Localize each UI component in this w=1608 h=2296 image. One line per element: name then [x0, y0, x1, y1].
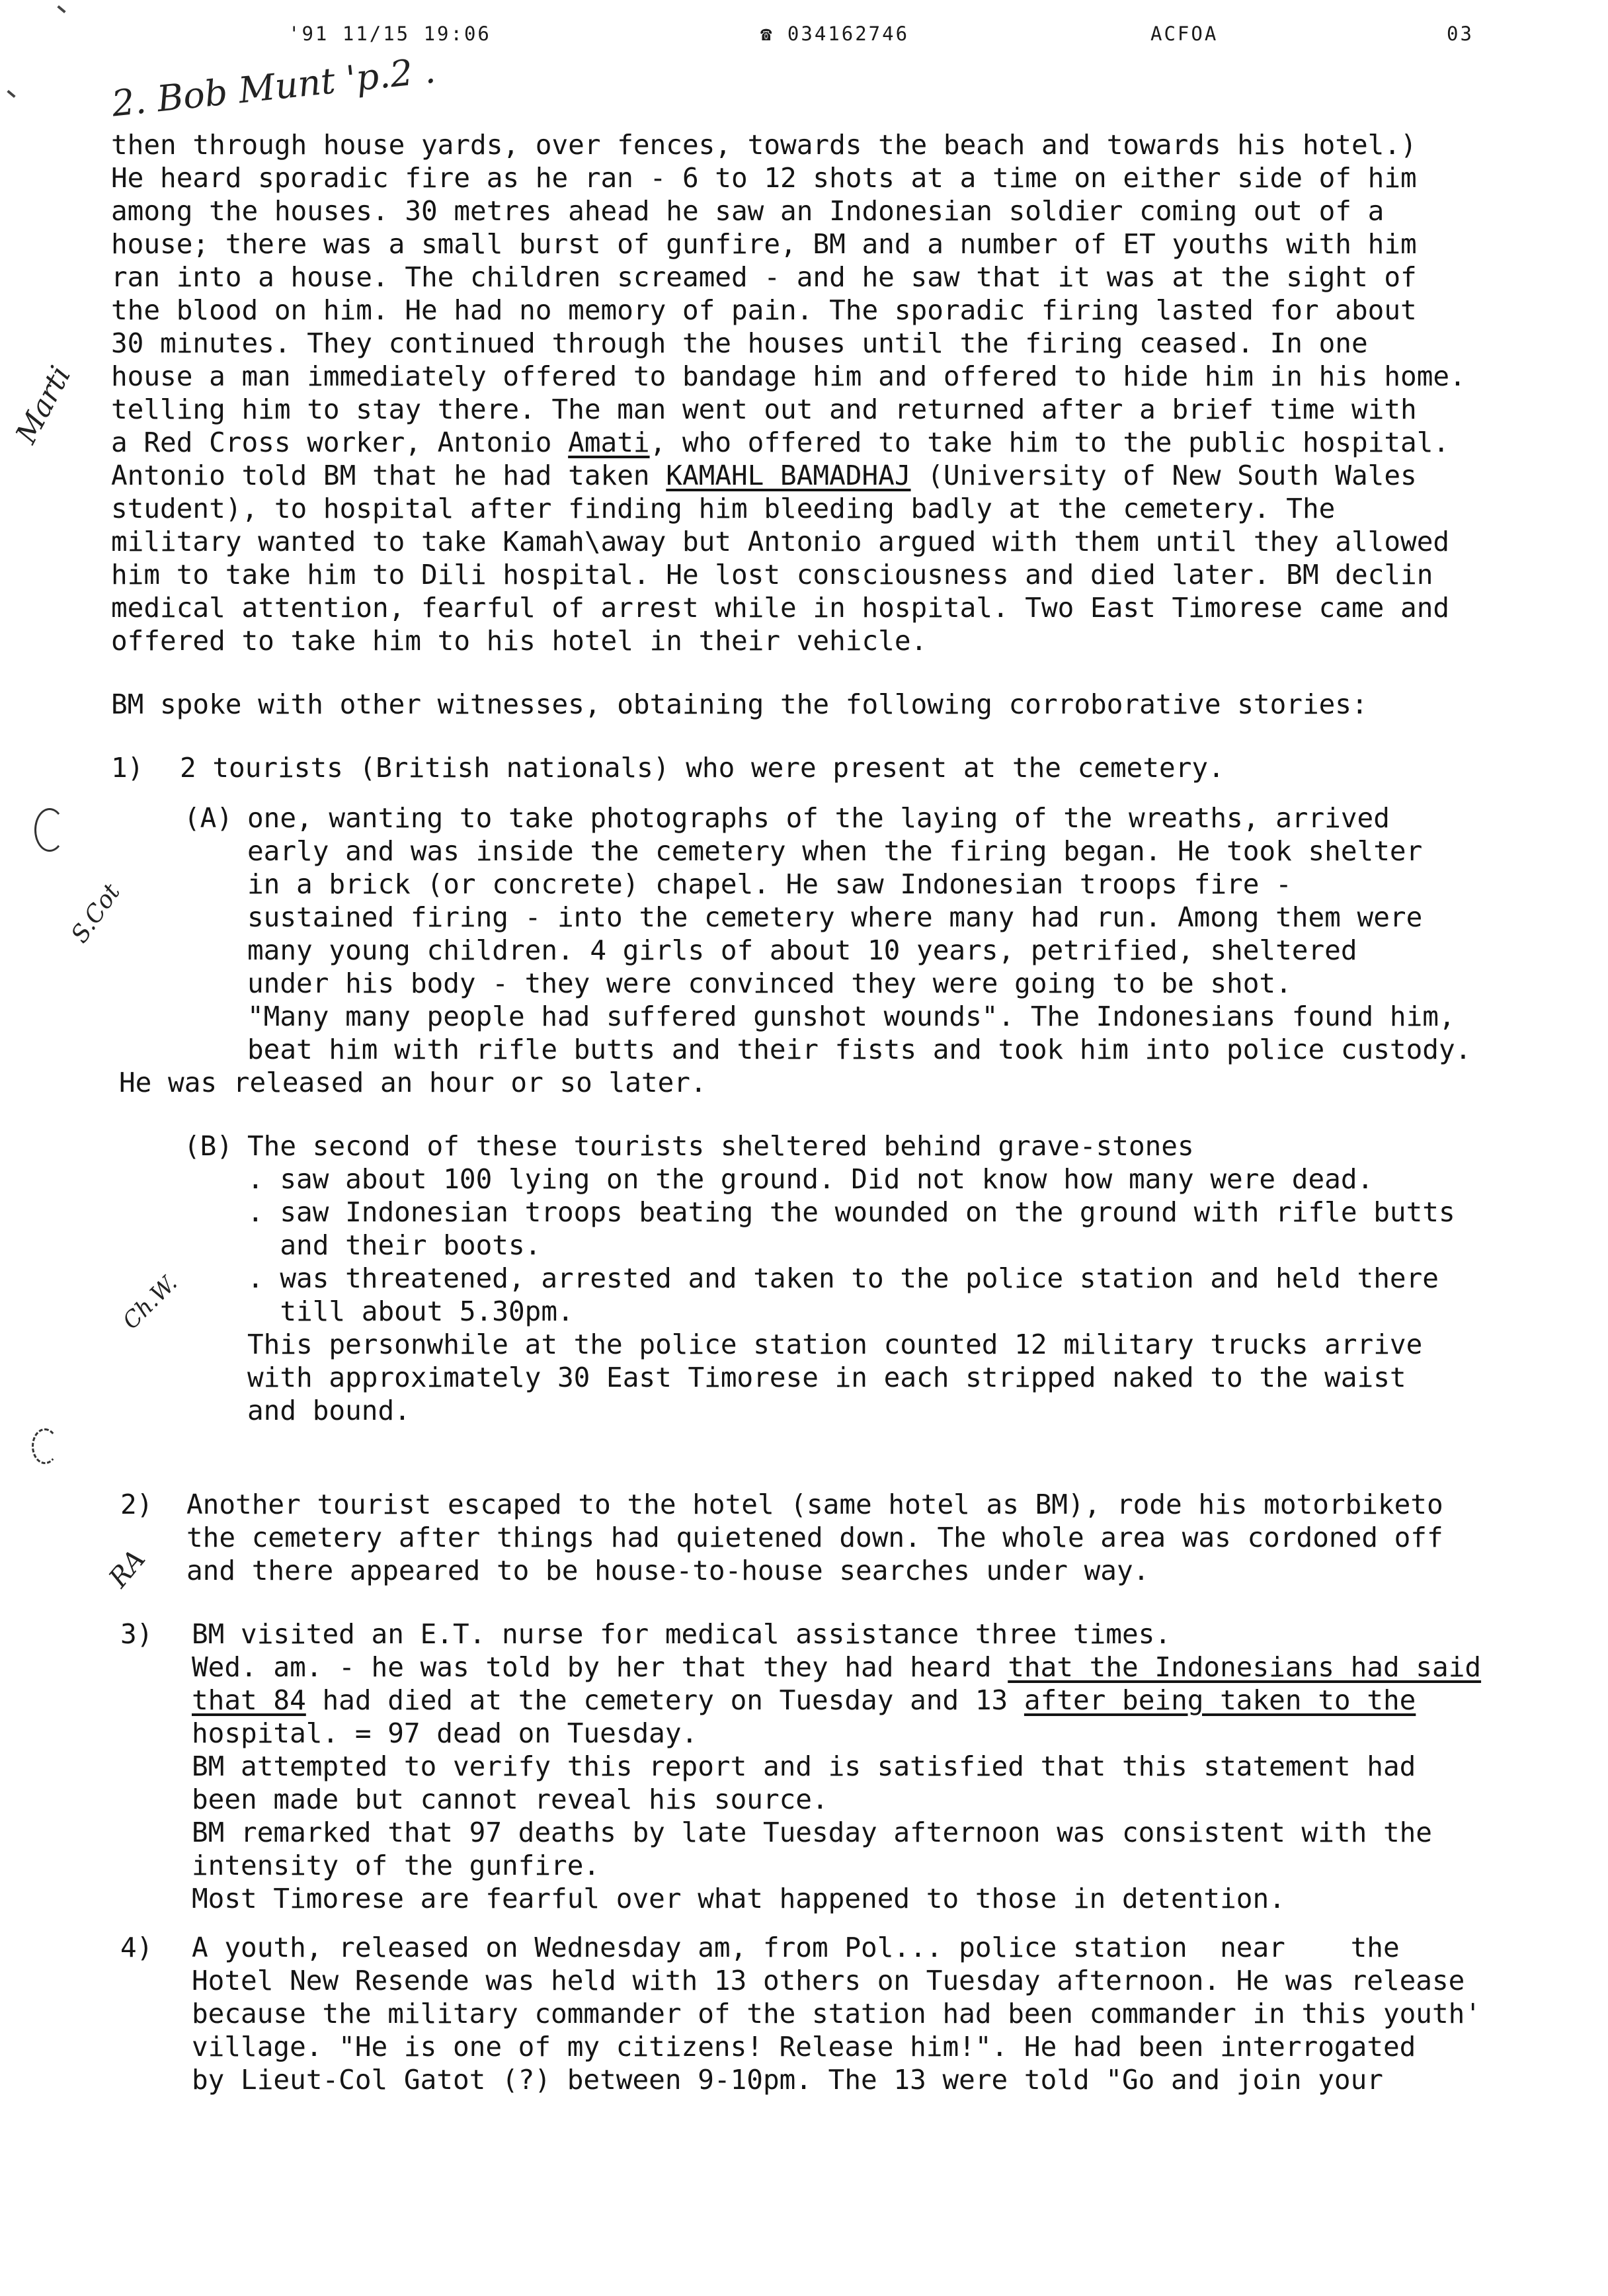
subitem-label: (B)	[184, 1130, 233, 1162]
subitem-label: (A)	[184, 802, 233, 834]
text-line: because the military commander of the station had been commander in this youth'	[192, 1998, 1482, 2030]
margin-bracket-mark	[34, 808, 65, 852]
item-heading: 2 tourists (British nationals) who were present at the cemetery.	[180, 752, 1225, 784]
text-line: student), to hospital after finding him bleeding badly at the cemetery. The	[111, 493, 1336, 524]
text-line: house a man immediately offered to bandage him and offered to hide him in his home.	[111, 360, 1466, 392]
text-line: intensity of the gunfire.	[192, 1850, 600, 1881]
text-line: been made but cannot reveal his source.	[192, 1784, 828, 1815]
text-line: BM visited an E.T. nurse for medical assistance three times.	[192, 1618, 1172, 1650]
underlined-text: that 84	[192, 1684, 306, 1716]
text-line: BM remarked that 97 deaths by late Tuesday afternoon was consistent with the	[192, 1817, 1432, 1848]
text-line: hospital. = 97 dead on Tuesday.	[192, 1717, 698, 1749]
text-line: The second of these tourists sheltered behind grave-stones	[247, 1130, 1194, 1162]
text-line	[192, 1684, 1416, 1717]
text-line: He heard sporadic fire as he ran - 6 to 12 shots at a time on either side of him	[111, 162, 1417, 194]
text-line: This personwhile at the police station counted 12 military trucks arrive	[247, 1329, 1423, 1360]
text-line: one, wanting to take photographs of the laying of the wreaths, arrived	[247, 802, 1390, 834]
text-line: many young children. 4 girls of about 10 years, petrified, sheltered	[247, 934, 1357, 966]
text-line	[111, 426, 1449, 459]
intro-line: BM spoke with other witnesses, obtaining the following corroborative stories:	[111, 688, 1368, 720]
text-line: him to take him to Dili hospital. He lost consciousness and died later. BM declin	[111, 559, 1433, 591]
text-line: village. "He is one of my citizens! Release him!". He had been interrogated	[192, 2031, 1416, 2063]
text-segment: Antonio told BM that he had taken	[111, 460, 666, 491]
text-line	[192, 1651, 1481, 1684]
text-line: Most Timorese are fearful over what happened to those in detention.	[192, 1883, 1285, 1914]
handwritten-margin-note: S.Cot	[66, 879, 126, 948]
bullet-line: . was threatened, arrested and taken to the police station and held there	[247, 1262, 1439, 1294]
underlined-name: KAMAHL BAMADHAJ	[666, 460, 911, 491]
underlined-name: Amati	[568, 427, 650, 458]
bullet-line: and their boots.	[247, 1229, 542, 1261]
text-line	[111, 459, 1417, 492]
text-line: then through house yards, over fences, towards the beach and towards his hotel.)	[111, 129, 1417, 161]
text-line: and bound.	[247, 1395, 411, 1426]
underlined-text: that the Indonesians had said	[1008, 1651, 1482, 1683]
item-number: 4)	[120, 1932, 153, 1963]
scan-mark	[7, 90, 15, 98]
text-line: among the houses. 30 metres ahead he saw an Indonesian soldier coming out of a	[111, 195, 1385, 227]
handwritten-margin-note: Ch.W.	[118, 1270, 182, 1335]
bullet-line: . saw Indonesian troops beating the wounded on the ground with rifle butts	[247, 1196, 1455, 1228]
fax-datetime: '91 11/15 19:06	[288, 22, 491, 45]
fax-header	[0, 22, 1608, 56]
text-segment: , who offered to take him to the public hospital.	[649, 427, 1450, 458]
text-line: Another tourist escaped to the hotel (same hotel as BM), rode his motorbiketo	[186, 1489, 1443, 1520]
item-number: 1)	[111, 752, 144, 784]
scan-mark	[57, 5, 65, 13]
text-line: sustained firing - into the cemetery where many had run. Among them were	[247, 901, 1423, 933]
underlined-text: after being taken to the	[1024, 1684, 1416, 1716]
item-number: 3)	[120, 1618, 153, 1650]
text-line: beat him with rifle butts and their fists and took him into police custody.	[247, 1034, 1472, 1065]
margin-bracket-mark	[32, 1428, 58, 1464]
fax-page-number: 03	[1447, 22, 1474, 45]
text-line: ran into a house. The children screamed - and he saw that it was at the sight of	[111, 261, 1417, 293]
text-line: "Many many people had suffered gunshot wounds". The Indonesians found him,	[247, 1001, 1455, 1032]
text-line: A youth, released on Wednesday am, from Pol... police station near the	[192, 1932, 1400, 1963]
text-line: by Lieut-Col Gatot (?) between 9-10pm. The 13 were told "Go and join your	[192, 2064, 1383, 2096]
text-segment: Wed. am. - he was told by her that they had heard	[192, 1651, 1008, 1683]
text-line: the blood on him. He had no memory of pain. The sporadic firing lasted for about	[111, 294, 1417, 326]
text-line: Hotel New Resende was held with 13 others on Tuesday afternoon. He was release	[192, 1965, 1465, 1996]
item-number: 2)	[120, 1489, 153, 1520]
text-segment: had died at the cemetery on Tuesday and 13	[305, 1684, 1024, 1716]
text-segment: a Red Cross worker, Antonio	[111, 427, 569, 458]
text-line: the cemetery after things had quietened down. The whole area was cordoned off	[186, 1522, 1443, 1553]
text-line: 30 minutes. They continued through the houses until the firing ceased. In one	[111, 327, 1368, 359]
bullet-line: . saw about 100 lying on the ground. Did not know how many were dead.	[247, 1163, 1374, 1195]
text-line: house; there was a small burst of gunfire, BM and a number of ET youths with him	[111, 228, 1417, 260]
text-line: early and was inside the cemetery when the firing began. He took shelter	[247, 835, 1423, 867]
fax-phone-number: ☎ 034162746	[760, 22, 910, 45]
text-line: and there appeared to be house-to-house searches under way.	[186, 1555, 1150, 1586]
text-line: medical attention, fearful of arrest while in hospital. Two East Timorese came and	[111, 592, 1450, 624]
handwritten-page-title: 2. Bob Munt 'p.2 .	[110, 49, 438, 125]
bullet-line: till about 5.30pm.	[247, 1295, 574, 1327]
text-line: with approximately 30 East Timorese in each stripped naked to the waist	[247, 1362, 1406, 1393]
text-line: military wanted to take Kamah\away but Antonio argued with them until they allowed	[111, 526, 1450, 557]
text-segment: (University of New South Wales	[910, 460, 1417, 491]
text-line: in a brick (or concrete) chapel. He saw Indonesian troops fire -	[247, 868, 1292, 900]
handwritten-margin-note: Marti	[9, 360, 78, 449]
text-line: BM attempted to verify this report and is satisfied that this statement had	[192, 1750, 1416, 1782]
text-line: He was released an hour or so later.	[119, 1067, 707, 1098]
text-line: under his body - they were convinced they were going to be shot.	[247, 967, 1292, 999]
text-line: telling him to stay there. The man went out and returned after a brief time with	[111, 393, 1417, 425]
fax-sender: ACFOA	[1150, 22, 1219, 45]
handwritten-margin-note: RA	[103, 1543, 152, 1594]
text-line: offered to take him to his hotel in their vehicle.	[111, 625, 928, 657]
